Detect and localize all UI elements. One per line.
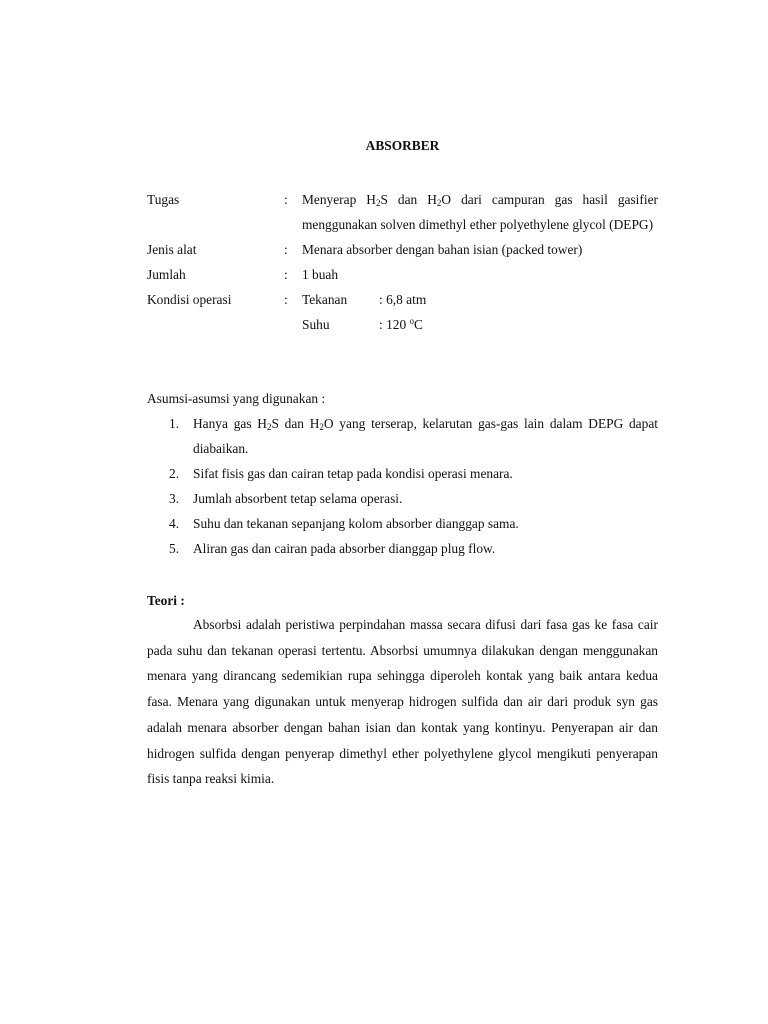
assumption-1-subscript-2: 2 xyxy=(319,422,324,432)
spec-colon: : xyxy=(284,192,288,207)
condition-tekanan xyxy=(302,287,658,312)
spec-colon: : xyxy=(284,267,288,282)
assumptions-list xyxy=(147,411,658,561)
assumption-1-text-3: O yang terserap, kelarutan gas-gas lain dalam DEPG dapat diabaikan. xyxy=(193,416,658,456)
page-title: ABSORBER xyxy=(365,138,440,153)
list-item xyxy=(147,511,658,536)
tugas-text-3: O dari campuran gas hasil gasifier menggunakan solven dimethyl ether polyethylene glycol (DEPG) xyxy=(302,192,658,232)
condition-suhu xyxy=(302,312,658,337)
list-number: 1. xyxy=(169,416,180,431)
assumption-text: Sifat fisis gas dan cairan tetap pada kondisi operasi menara. xyxy=(193,466,513,481)
tugas-subscript-1: 2 xyxy=(375,198,381,208)
document-page xyxy=(147,0,658,1024)
suhu-unit: C xyxy=(414,317,423,332)
spec-value-jenis: Menara absorber dengan bahan isian (packed tower) xyxy=(302,242,583,257)
spec-row-tugas xyxy=(147,187,658,237)
assumption-1-subscript-1: 2 xyxy=(266,422,272,432)
list-item xyxy=(147,486,658,511)
list-number: 5. xyxy=(169,541,180,556)
assumption-text: Jumlah absorbent tetap selama operasi. xyxy=(193,491,403,506)
assumption-1-text-1: Hanya gas H xyxy=(193,416,267,431)
tekanan-value: : 6,8 atm xyxy=(379,292,427,307)
spec-row-jenis xyxy=(147,237,658,262)
suhu-value xyxy=(379,312,423,337)
tekanan-key: Tekanan xyxy=(302,292,348,307)
tugas-subscript-2: 2 xyxy=(436,198,442,208)
list-number: 3. xyxy=(169,491,180,506)
spec-colon: : xyxy=(284,242,288,257)
assumption-text: Suhu dan tekanan sepanjang kolom absorber dianggap sama. xyxy=(193,516,519,531)
tugas-text-2: S dan H xyxy=(380,192,437,207)
assumption-1-text-2: S dan H xyxy=(271,416,320,431)
tugas-text-1: Menyerap H xyxy=(302,192,376,207)
spec-label-kondisi: Kondisi operasi xyxy=(147,292,232,307)
theory-heading: Teori : xyxy=(147,593,185,608)
assumption-text: Aliran gas dan cairan pada absorber dianggap plug flow. xyxy=(193,541,496,556)
suhu-key: Suhu xyxy=(302,317,330,332)
specification-table xyxy=(147,187,658,337)
degree-superscript: o xyxy=(409,316,415,326)
spec-row-jumlah xyxy=(147,262,658,287)
spec-value-jumlah: 1 buah xyxy=(302,267,339,282)
list-item xyxy=(147,461,658,486)
list-item xyxy=(147,411,658,461)
list-number: 4. xyxy=(169,516,180,531)
suhu-number: : 120 xyxy=(379,317,410,332)
theory-paragraph: Absorbsi adalah peristiwa perpindahan massa secara difusi dari fasa gas ke fasa cair pada suhu dan tekanan operasi tertentu. Absorbsi umumnya dilakukan dengan menggunakan menara yang dirancang sedemikian rupa sehingga diperoleh kontak yang baik antara kedua fasa. Menara yang digunakan untuk menyerap hidrogen sulfida dan air dari produk syn gas adalah menara absorber dengan bahan isian dan kontak yang kontinyu. Penyerapan air dan hidrogen sulfida dengan penyerap dimethyl ether polyethylene glycol mengikuti penyerapan fisis tanpa reaksi kimia. xyxy=(147,617,658,787)
spec-label-tugas: Tugas xyxy=(147,192,180,207)
assumptions-heading: Asumsi-asumsi yang digunakan : xyxy=(147,391,326,406)
spec-row-kondisi xyxy=(147,287,658,337)
spec-label-jenis: Jenis alat xyxy=(147,242,197,257)
spec-colon: : xyxy=(284,292,288,307)
list-item xyxy=(147,536,658,561)
spec-label-jumlah: Jumlah xyxy=(147,267,186,282)
list-number: 2. xyxy=(169,466,180,481)
spec-value-tugas xyxy=(302,187,658,237)
